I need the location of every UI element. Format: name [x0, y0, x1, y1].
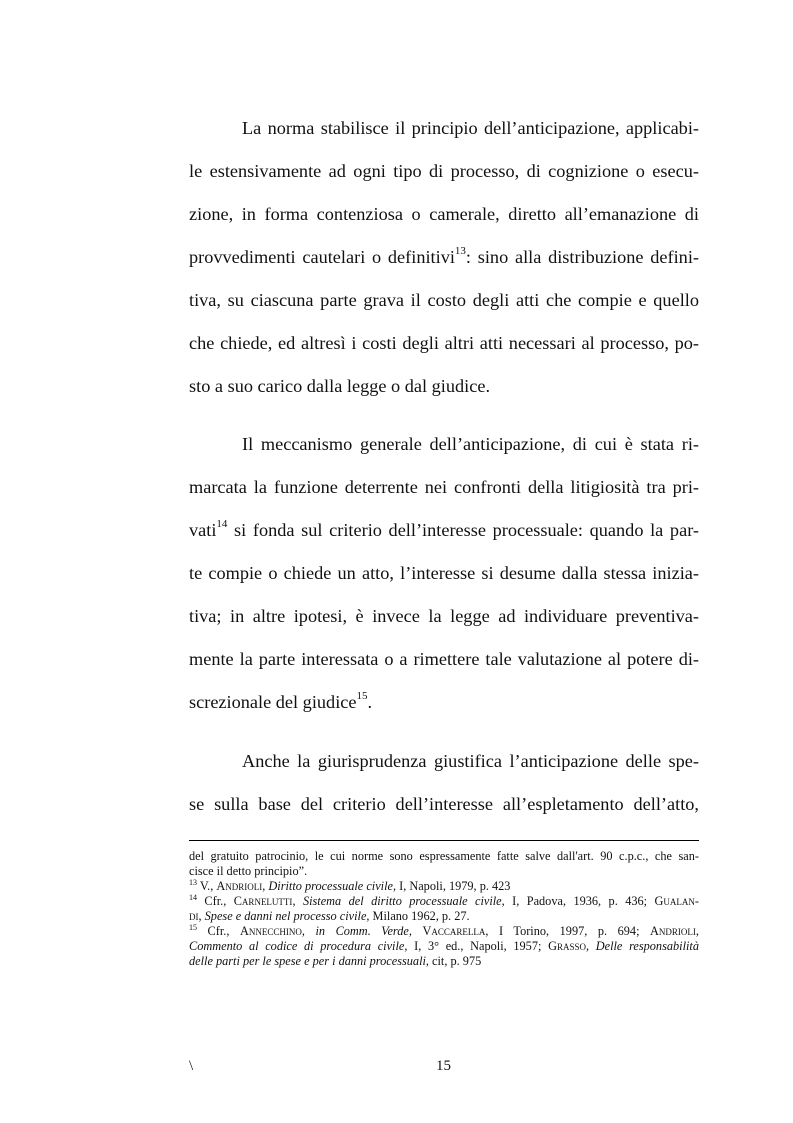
footnote-15-cont: Commento al codice di procedura civile, I, 3° ed., Napoli, 1957; Grasso, Delle responsabilità: [189, 939, 699, 953]
body-line: che chiede, ed altresì i costi degli altri atti necessari al processo, po-: [189, 333, 699, 353]
footnote-ref-14[interactable]: 14: [216, 518, 228, 530]
footnote-ref-15[interactable]: 15: [356, 690, 368, 702]
footnote-14-cont: di, Spese e danni nel processo civile, Milano 1962, p. 27.: [189, 909, 470, 923]
body-line: Anche la giurisprudenza giustifica l’anticipazione delle spe-: [242, 751, 699, 771]
footer-mark: \: [189, 1058, 194, 1074]
footnote-15-cont: delle parti per le spese e per i danni processuali, cit, p. 975: [189, 954, 482, 968]
body-line: marcata la funzione deterrente nei confronti della litigiosità tra pri-: [189, 477, 699, 497]
body-line: te compie o chiede un atto, l’interesse si desume dalla stessa inizia-: [189, 563, 699, 583]
body-line: La norma stabilisce il principio dell’anticipazione, applicabi-: [242, 118, 699, 138]
footnote-separator: [189, 840, 699, 841]
body-line: vati$^{14}$ si fonda sul criterio dell’interesse processuale: quando la par-: [189, 518, 699, 540]
body-line: Il meccanismo generale dell’anticipazione, di cui è stata ri-: [242, 434, 699, 454]
footnote-15: $^{15}$ Cfr., Annecchino, in Comm. Verde, Vaccarella, I Torino, 1997, p. 694; Andrioli,: [189, 923, 699, 938]
body-line: tiva, su ciascuna parte grava il costo degli atti che compie e quello: [189, 290, 699, 310]
body-line: sto a suo carico dalla legge o dal giudice.: [189, 376, 491, 396]
footnote-13: $^{13}$ V., Andrioli, Diritto processuale civile, I, Napoli, 1979, p. 423: [189, 878, 511, 893]
footnote-14: $^{14}$ Cfr., Carnelutti, Sistema del diritto processuale civile, I, Padova, 1936, p. 436; Gualan-: [189, 893, 699, 908]
body-line: tiva; in altre ipotesi, è invece la legge ad individuare preventiva-: [189, 606, 699, 626]
body-line: le estensivamente ad ogni tipo di processo, di cognizione o esecu-: [189, 161, 699, 181]
body-line: mente la parte interessata o a rimettere tale valutazione al potere di-: [189, 649, 699, 669]
body-line: screzionale del giudice$^{15}$.: [189, 690, 373, 712]
body-line: se sulla base del criterio dell’interesse all’espletamento dell’atto,: [189, 794, 699, 814]
body-line: provvedimenti cautelari o definitivi$^{13}$: sino alla distribuzione defini-: [189, 245, 699, 267]
footnote-ref-13[interactable]: 13: [454, 245, 466, 257]
page-number: 15: [436, 1058, 451, 1074]
footnote-continuation: cisce il detto principio”.: [189, 864, 308, 878]
footnote-continuation: del gratuito patrocinio, le cui norme sono espressamente fatte salve dall'art. 90 c.p.c., che san-: [189, 849, 699, 863]
body-line: zione, in forma contenziosa o camerale, diretto all’emanazione di: [189, 204, 699, 224]
